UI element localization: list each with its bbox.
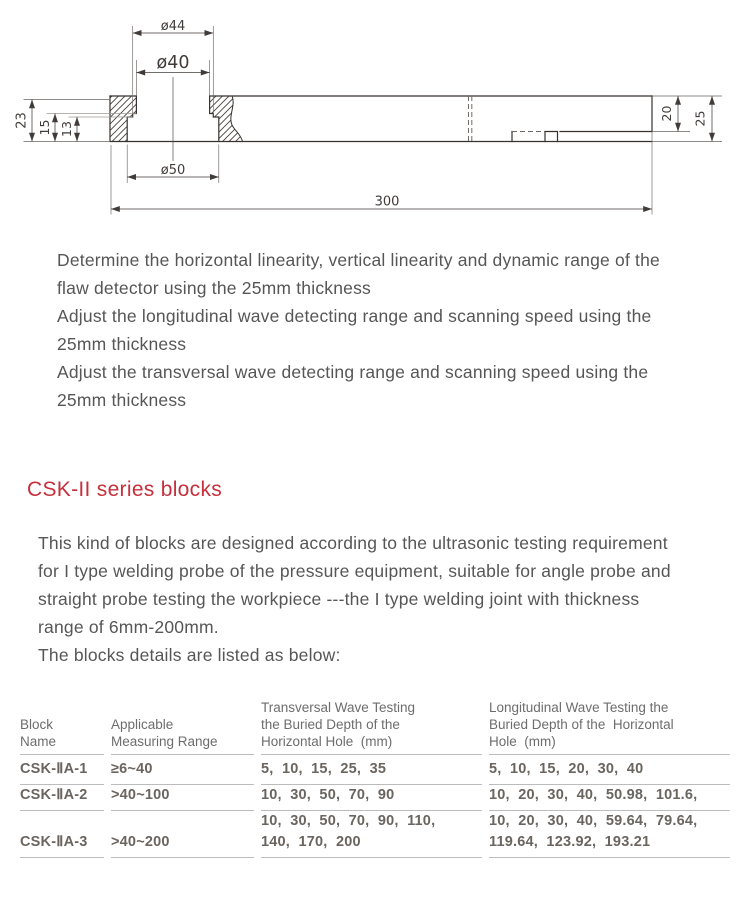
text-line: The blocks details are listed as below: <box>38 645 341 665</box>
text-line: Longitudinal Wave Testing the <box>489 700 669 715</box>
text-line: range of 6mm-200mm. <box>38 617 219 637</box>
cell-block-name <box>20 785 104 811</box>
text-line: >40~200 <box>111 834 170 850</box>
text-line: Block <box>20 717 54 732</box>
text-line: CSK-ⅡA-3 <box>20 834 88 850</box>
extension-lines <box>24 26 723 215</box>
dim-label-13: 13 <box>59 121 74 137</box>
text-line: 10, 30, 50, 70, 90 <box>261 787 395 803</box>
cell-transversal <box>261 755 482 785</box>
text-line: Hole (mm) <box>489 734 556 749</box>
text-line: 25mm thickness <box>57 334 187 354</box>
text-line: Horizontal Hole (mm) <box>261 734 393 749</box>
text-line: straight probe testing the workpiece ---the I type welding joint with thickness <box>38 589 640 609</box>
text-line: the Buried Depth of the <box>261 717 400 732</box>
table-header-row <box>20 695 732 755</box>
text-line: >40~100 <box>111 787 170 803</box>
technical-drawing <box>0 0 750 232</box>
text-line: 119.64, 123.92, 193.21 <box>489 834 651 850</box>
text-line: CSK-ⅡA-1 <box>20 761 88 777</box>
text-line: 5, 10, 15, 25, 35 <box>261 761 387 777</box>
column-header-2 <box>261 695 482 755</box>
text-line: Buried Depth of the Horizontal <box>489 717 674 732</box>
dim-label-dia44: ø44 <box>160 19 186 34</box>
text-line: Applicable <box>111 717 174 732</box>
dim-label-15: 15 <box>37 119 52 136</box>
hidden-lines <box>469 96 546 142</box>
table-row <box>20 785 732 810</box>
text-line: 5, 10, 15, 20, 30, 40 <box>489 761 644 777</box>
cell-block-name <box>20 810 104 858</box>
dim-label-dia40: ø40 <box>156 53 190 73</box>
text-line: Adjust the longitudinal wave detecting range and scanning speed using the <box>57 306 652 326</box>
hatch-right-section <box>210 96 243 142</box>
text-line: 140, 170, 200 <box>261 834 361 850</box>
dim-label-dia50: ø50 <box>160 163 186 178</box>
dim-label-20: 20 <box>659 105 674 122</box>
block-outline <box>110 96 652 142</box>
cell-block-name <box>20 755 104 785</box>
text-line: Determine the horizontal linearity, vertical linearity and dynamic range of the <box>57 250 660 270</box>
text-line: Name <box>20 734 57 749</box>
dim-label-23: 23 <box>14 112 30 129</box>
cell-transversal <box>261 810 482 858</box>
usage-paragraph <box>57 246 717 414</box>
dim-label-25: 25 <box>692 110 708 127</box>
cell-transversal <box>261 785 482 811</box>
text-line: CSK-ⅡA-2 <box>20 787 88 803</box>
table-body <box>20 755 732 858</box>
text-line: 25mm thickness <box>57 390 187 410</box>
text-line: 10, 20, 30, 40, 50.98, 101.6, <box>489 787 698 803</box>
cell-measuring-range <box>111 810 254 858</box>
dimension-lines <box>32 33 712 209</box>
column-header-3 <box>489 695 730 755</box>
text-line: This kind of blocks are designed according to the ultrasonic testing requirement <box>38 533 668 553</box>
column-header-0 <box>20 695 104 755</box>
blocks-table <box>20 695 732 858</box>
text-line: 10, 20, 30, 40, 59.64, 79.64, <box>489 813 698 829</box>
section-heading: CSK-II series blocks <box>27 478 223 501</box>
text-line: Transversal Wave Testing <box>261 700 416 715</box>
text-line: flaw detector using the 25mm thickness <box>57 278 371 298</box>
cell-longitudinal <box>489 755 730 785</box>
table-row <box>20 755 732 785</box>
text-line: 10, 30, 50, 70, 90, 110, <box>261 813 436 829</box>
table-row <box>20 810 732 858</box>
text-line: Measuring Range <box>111 734 218 749</box>
text-line: for I type welding probe of the pressure equipment, suitable for angle probe and <box>38 561 671 581</box>
text-line: Adjust the transversal wave detecting range and scanning speed using the <box>57 362 649 382</box>
cell-longitudinal <box>489 785 730 811</box>
text-line: ≥6~40 <box>111 761 153 777</box>
cell-measuring-range <box>111 755 254 785</box>
description-paragraph <box>38 529 718 669</box>
dim-label-length: 300 <box>374 194 400 210</box>
column-header-1 <box>111 695 254 755</box>
cell-measuring-range <box>111 785 254 811</box>
cell-longitudinal <box>489 810 730 858</box>
